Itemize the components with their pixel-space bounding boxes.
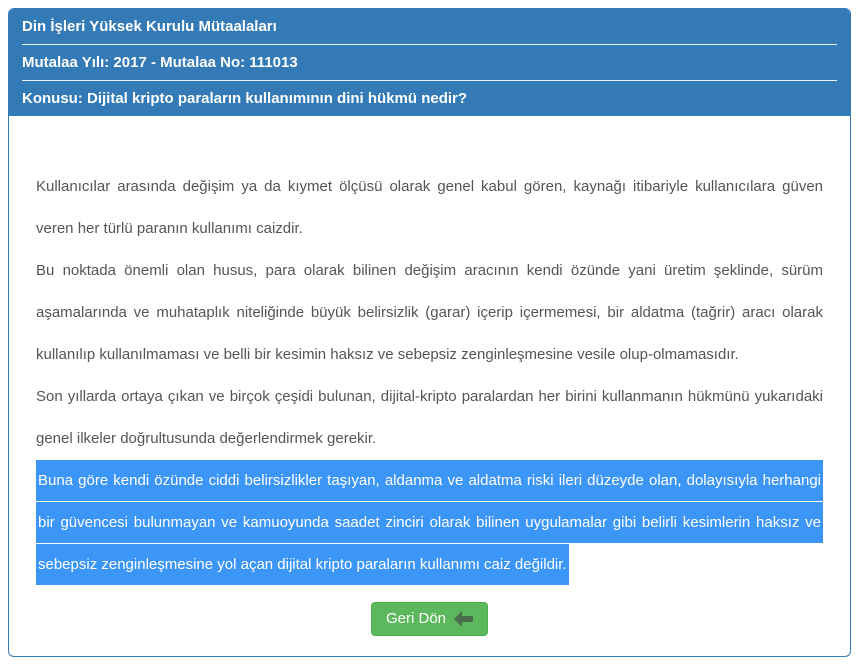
fatwa-body xyxy=(9,116,850,636)
fatwa-paragraph-2: Bu noktada önemli olan husus, para olarak bilinen değişim aracının kendi özünde yani üretim şeklinde, sürüm aşamalarında ve muhataplık niteliğinde büyük belirsizlik (garar) içerip içermemesi, bir aldatma (tağrir) aracı olarak kullanılıp kullanılmaması ve belli bir kesimin haksız ve sebepsiz zenginleşmesine vesile olup-olmamasıdır. xyxy=(36,262,823,363)
fatwa-year-number: Mutalaa Yılı: 2017 - Mutalaa No: 111013 xyxy=(22,54,298,71)
fatwa-paragraph-1: Kullanıcılar arasında değişim ya da kıymet ölçüsü olarak genel kabul gören, kaynağı itibariyle kullanıcılara güven veren her türlü paranın kullanımı caizdir. xyxy=(36,178,823,237)
button-row xyxy=(36,602,823,636)
fatwa-paragraph-4 xyxy=(36,460,823,586)
fatwa-panel xyxy=(8,8,851,657)
panel-header xyxy=(9,9,850,116)
panel-title: Din İşleri Yüksek Kurulu Mütaalaları xyxy=(22,18,277,35)
selected-text: Buna göre kendi özünde ciddi belirsizlikler taşıyan, aldanma ve aldatma riski ileri düzeyde olan, dolayısıyla herhangi bir güvencesi bulunmayan ve kamuoyunda saadet zinciri olarak bilinen uygulamalar gibi belirli kesimlerin haksız ve sebepsiz zenginleşmesine yol açan dijital kripto paraların kullanımı caiz değildir. xyxy=(36,460,823,585)
fatwa-subject: Konusu: Dijital kripto paraların kullanımının dini hükmü nedir? xyxy=(22,90,468,107)
back-button-label: Geri Dön xyxy=(385,610,447,627)
back-button[interactable] xyxy=(371,602,488,636)
fatwa-paragraph-3: Son yıllarda ortaya çıkan ve birçok çeşidi bulunan, dijital-kripto paralardan her birini kullanmanın hükmünü yukarıdaki genel ilkeler doğrultusunda değerlendirmek gerekir. xyxy=(36,388,823,447)
arrow-left-icon xyxy=(454,611,473,627)
